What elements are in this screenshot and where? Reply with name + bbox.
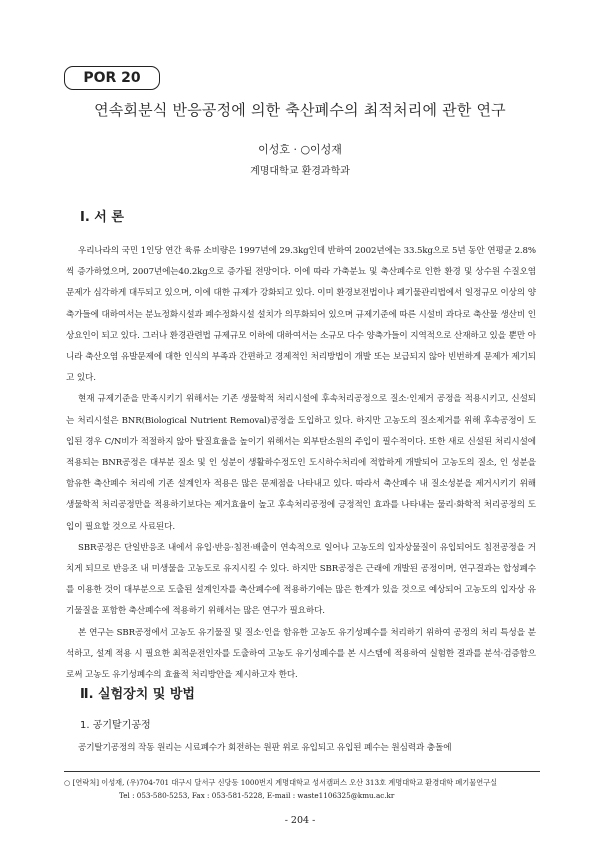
subsection-heading-air-stripping: 1. 공기탈기공정 — [80, 720, 151, 731]
intro-paragraph: 현재 규제기준을 만족시키기 위해서는 기존 생물학적 처리시설에 후속처리공정으로 질소·인제거 공정을 적용시키고, 신설되는 처리시설은 BNR(Biological Nutrient Removal)공정을 도입하고 있다. 하지만 고농도의 질소제거를 위해 후속공정이 도입된 경우 C/N비가 적절하지 않아 탈질효율을 높이기 위해서는 외부탄소원의 주입이 필수적이다. 또한 새로 신설된 처리시설에 적용되는 BNR공정은 대부분 질소 및 인 성분이 생활하수정도인 도시하수처리에 적합하게 개발되어 고농도의 질소, 인 성분을 함유한 축산폐수 처리에 기존 설계인자 적용은 많은 문제점을 나타내고 있다. 따라서 축산폐수 내 질소성분을 제거시키기 위해 생물학적 처리공정만을 적용하기보다는 제거효율이 높고 후속처리공정에 긍정적인 효과를 나타내는 물리·화학적 처리공정의 도입이 필요할 것으로 사료된다. — [66, 394, 536, 532]
intro-paragraph: SBR공정은 단일반응조 내에서 유입·반응·침전·배출이 연속적으로 일어나 고농도의 입자상물질이 유입되어도 침전공정을 거치게 되므로 반응조 내 미생물을 고농도로 유지시킬 수 있다. 하지만 SBR공정은 근래에 개발된 공정이며, 연구결과는 합성폐수를 이용한 것이 대부분으로 도출된 설계인자를 축산폐수에 적용하기에는 많은 한계가 있을 것으로 예상되어 고농도의 입자상 유기물질을 포함한 축산폐수에 적용하기 위해서는 많은 연구가 필요하다. — [66, 542, 536, 617]
introduction-body — [66, 241, 536, 686]
paper-title: 연속회분식 반응공정에 의한 축산폐수의 최적처리에 관한 연구 — [94, 101, 506, 119]
session-code-badge: POR 20 — [64, 66, 160, 90]
affiliation: 계명대학교 환경과학과 — [250, 166, 350, 177]
authors: 이성호 · ○이성재 — [258, 143, 342, 156]
intro-paragraph: 우리나라의 국민 1인당 연간 육류 소비량은 1997년에 29.3kg인데 반하여 2002년에는 33.5kg으로 5년 동안 연평균 2.8%씩 증가하였으며, 2007년에는40.2kg으로 증가될 전망이다. 이에 따라 가축분뇨 및 축산폐수로 인한 환경 및 상수원 수질오염문제가 심각하게 대두되고 있으며, 이에 대한 규제가 강화되고 있다. 이미 환경보전법이나 폐기물관리법에서 일정규모 이상의 양축가들에 대하여서는 분뇨정화시설과 폐수정화시설 설치가 의무화되어 있으며 규제기준에 따른 시설비 과다로 축산물 생산비 인상요인이 되고 있다. 그러나 환경관련법 규제규모 이하에 대하여서는 소규모 다수 양축가들이 지역적으로 산재하고 있을 뿐만 아니라 축산오염 유발문제에 대한 인식의 부족과 간편하고 경제적인 처리방법이 개발 또는 보급되지 않아 빈번하게 문제가 제기되고 있다. — [66, 246, 536, 384]
section-heading-methods: Ⅱ. 실험장치 및 방법 — [80, 687, 195, 702]
footnote-line-phone-email: Tel : 053-580-5253, Fax : 053-581-5228, E-mail : waste1106325@kmu.ac.kr — [119, 791, 395, 800]
footnote-contact — [64, 776, 540, 802]
methods-body — [66, 738, 536, 759]
page-number: - 204 - — [284, 815, 316, 826]
footnote-divider — [64, 771, 540, 772]
section-heading-introduction: Ⅰ. 서 론 — [80, 210, 124, 225]
footnote-line-address: ○ [연락처] 이성재, (우)704-701 대구시 달서구 신당동 1000번지 계명대학교 성서캠퍼스 오산 313호 계명대학교 환경대학 폐기물연구실 — [64, 778, 498, 787]
methods-paragraph: 공기탈기공정의 작동 원리는 시료폐수가 회전하는 원판 위로 유입되고 유입된 폐수는 원심력과 충돌에 — [78, 743, 452, 753]
intro-paragraph: 본 연구는 SBR공정에서 고농도 유기물질 및 질소·인을 함유한 고농도 유기성폐수를 처리하기 위하여 공정의 처리 특성을 분석하고, 설계 적용 시 필요한 최적운전인자를 도출하여 고농도 유기성폐수를 본 시스템에 적용하여 실험한 결과를 분석·검증함으로써 고농도 유기성폐수의 효율적 처리방안을 제시하고자 한다. — [66, 627, 536, 681]
